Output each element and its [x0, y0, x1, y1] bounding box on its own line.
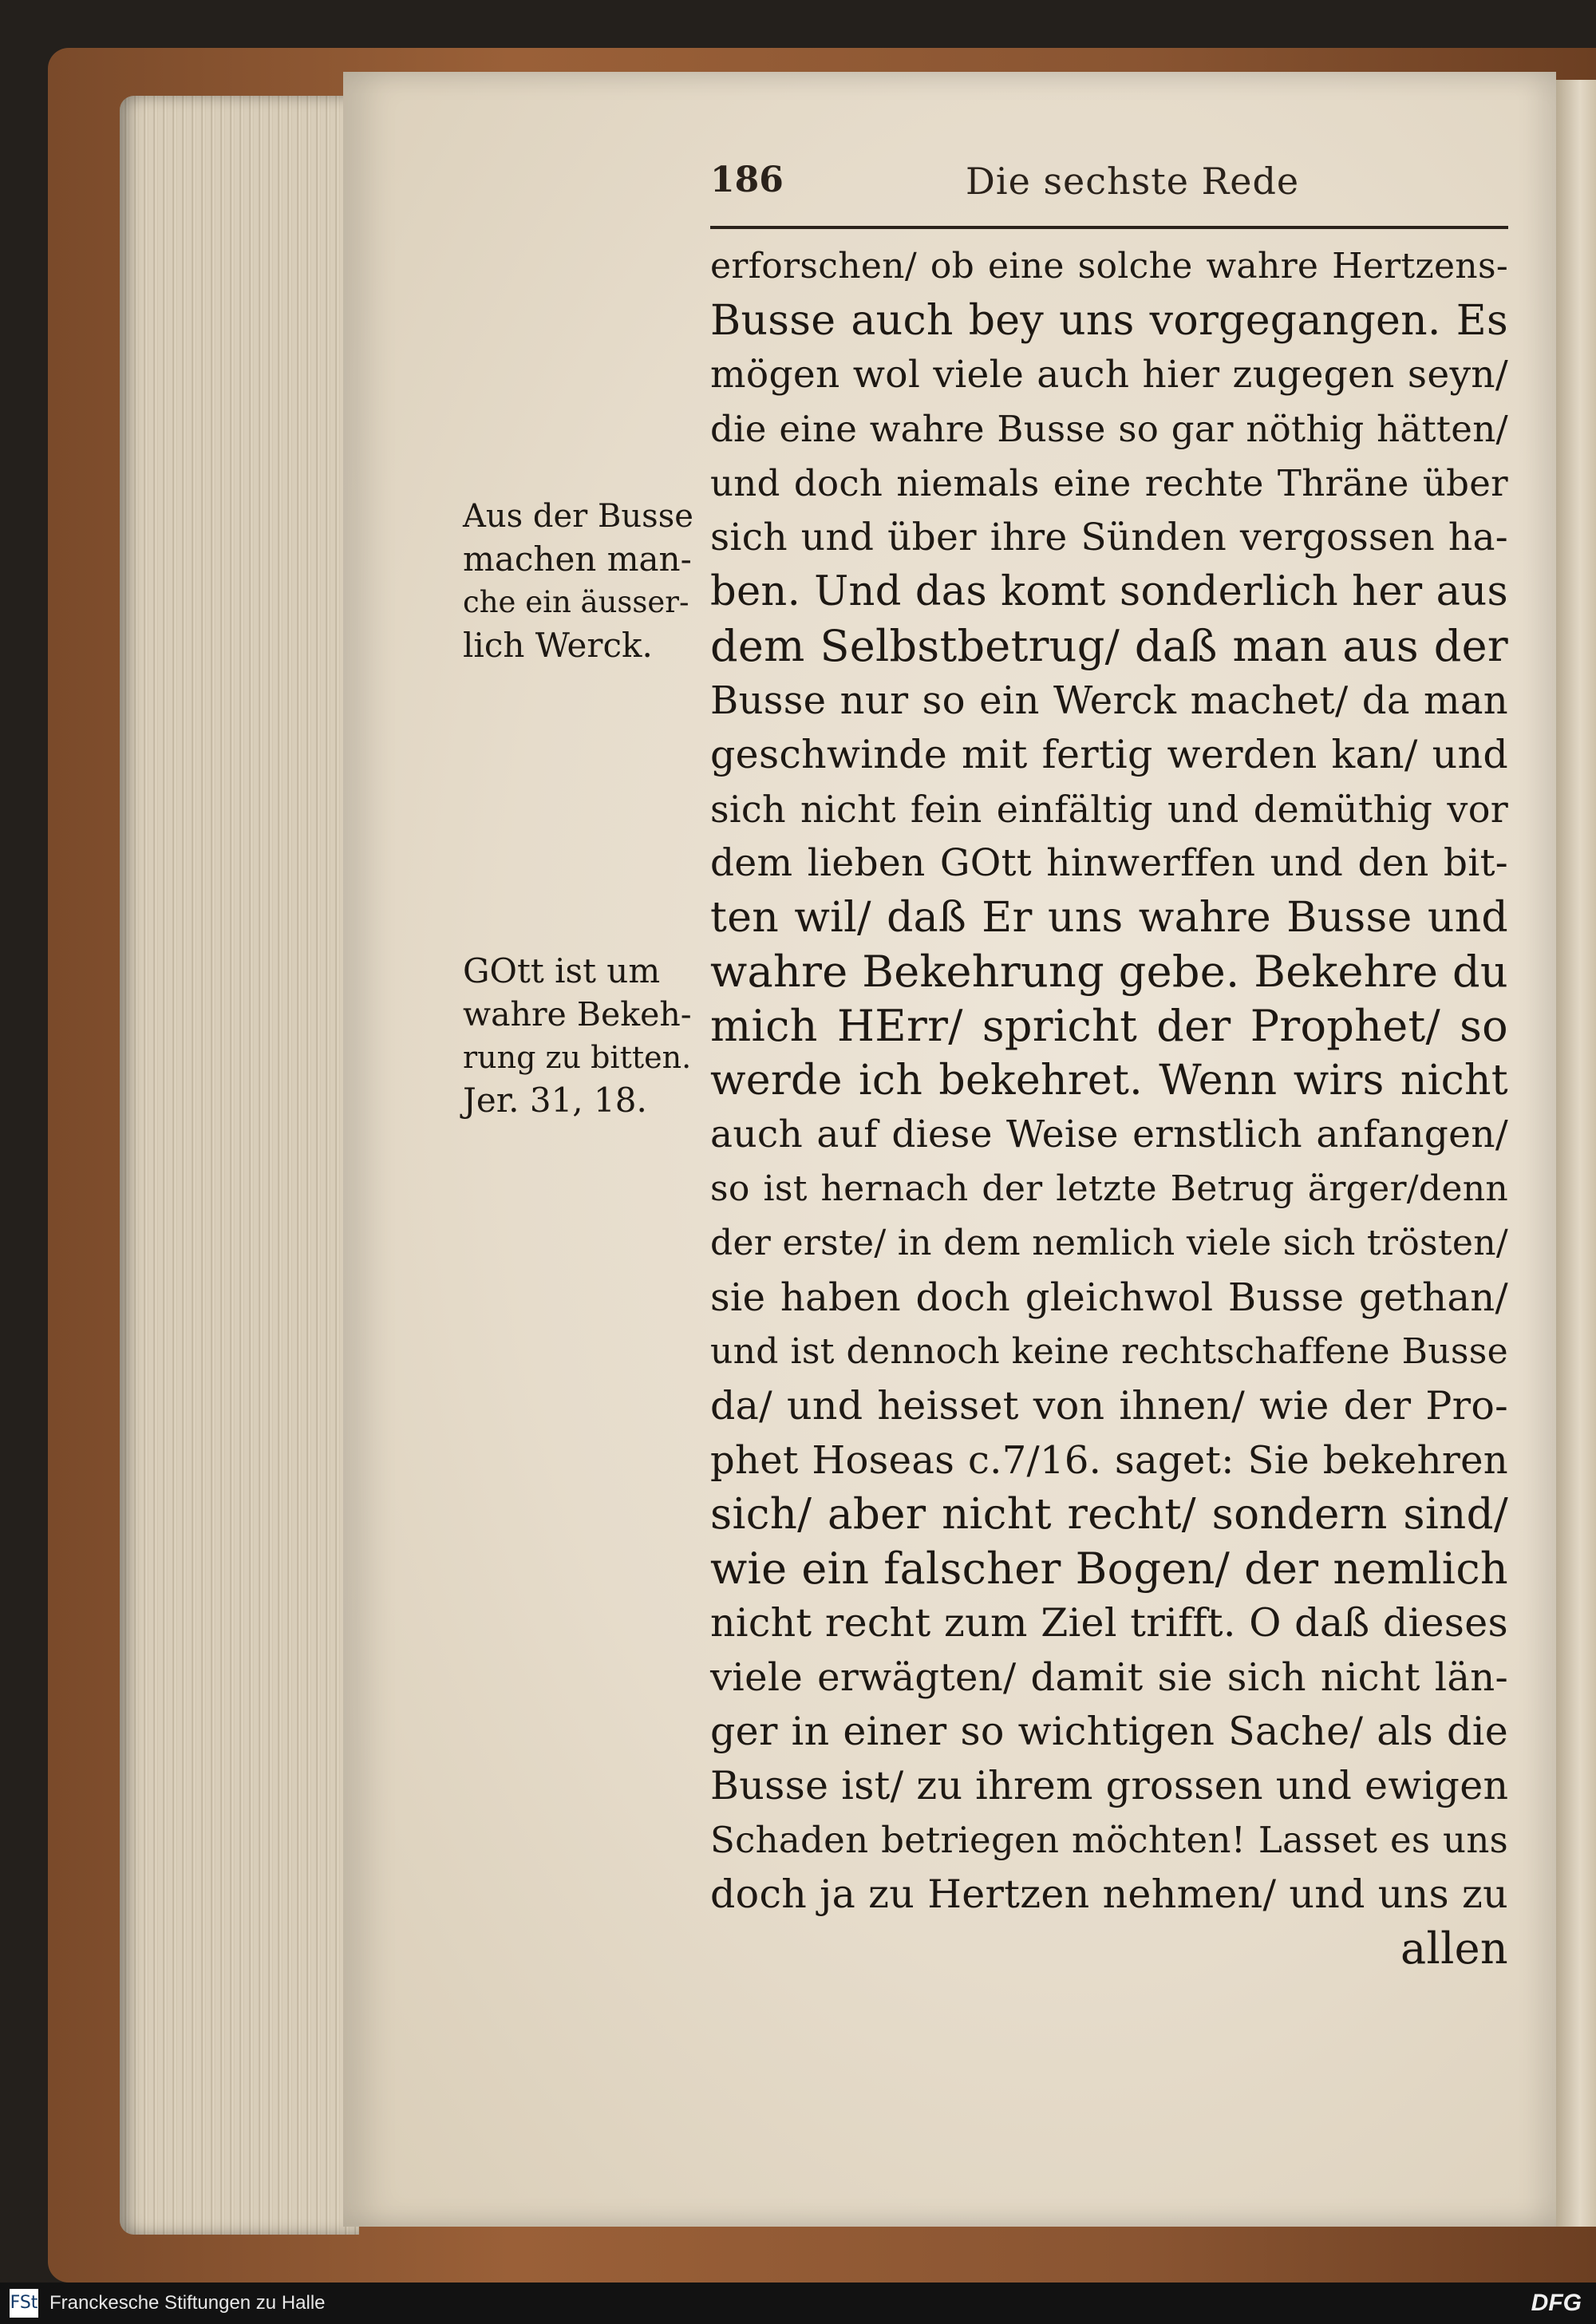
running-title: Die sechste Rede	[966, 160, 1300, 203]
text-line: sie haben doch gleichwol Busse gethan/	[710, 1275, 1508, 1320]
text-line: Busse nur so ein Werck machet/ da man	[710, 678, 1508, 723]
text-line: da/ und heisset von ihnen/ wie der Pro-	[710, 1383, 1508, 1429]
facing-page-edge	[1556, 80, 1596, 2227]
text-line: ger in einer so wichtigen Sache/ als die	[710, 1709, 1508, 1754]
text-line: sich und über ihre Sünden vergossen ha-	[710, 516, 1508, 559]
text-line: geschwinde mit fertig werden kan/ und	[710, 732, 1508, 777]
margin-note-line: che ein äusser-	[463, 585, 689, 619]
text-line: Busse auch bey uns vorgegangen. Es	[710, 297, 1508, 345]
text-line: und ist dennoch keine rechtschaffene Busse	[710, 1331, 1508, 1372]
text-line: mich HErr/ spricht der Prophet/ so	[710, 1001, 1508, 1051]
text-line: doch ja zu Hertzen nehmen/ und uns zu	[710, 1871, 1508, 1917]
text-line: ben. Und das komt sonderlich her aus	[710, 568, 1508, 615]
catchword: allen	[1400, 1923, 1508, 1974]
text-line: dem lieben GOtt hinwerffen und den bit-	[710, 841, 1508, 885]
text-line: erforschen/ ob eine solche wahre Hertzens-	[710, 246, 1508, 287]
margin-note-line: GOtt ist um	[463, 951, 661, 990]
text-line: wahre Bekehrung gebe. Bekehre du	[710, 947, 1508, 997]
running-head	[710, 160, 1516, 215]
text-line: und doch niemals eine rechte Thräne über	[710, 462, 1508, 504]
margin-note	[463, 495, 694, 667]
margin-note-line: Aus der Busse	[463, 498, 693, 535]
text-line: Schaden betriegen möchten! Lasset es uns	[710, 1819, 1508, 1861]
margin-note-line: wahre Bekeh-	[463, 995, 692, 1034]
margin-note-line: machen man-	[463, 540, 692, 579]
page-number: 186	[710, 160, 784, 200]
text-line: wie ein falscher Bogen/ der nemlich	[710, 1543, 1508, 1594]
header-rule	[710, 226, 1508, 229]
text-line: Busse ist/ zu ihrem grossen und ewigen	[710, 1763, 1509, 1808]
institution-name: Franckesche Stiftungen zu Halle	[49, 2292, 326, 2314]
text-line: viele erwägten/ damit sie sich nicht län-	[710, 1655, 1508, 1700]
text-line: mögen wol viele auch hier zugegen seyn/	[710, 353, 1508, 397]
text-line: dem Selbstbetrug/ daß man aus der	[710, 621, 1508, 671]
text-line: sich nicht fein einfältig und demüthig vor	[710, 788, 1508, 831]
margin-note-line: lich Werck.	[463, 626, 653, 665]
text-line: auch auf diese Weise ernstlich anfangen/	[710, 1113, 1508, 1156]
text-line: so ist hernach der letzte Betrug ärger/denn	[710, 1168, 1508, 1209]
text-line: die eine wahre Busse so gar nöthig hätten/	[710, 408, 1508, 450]
institution-logo-icon: FSt	[10, 2289, 38, 2318]
body-text	[710, 239, 1508, 1976]
text-line: nicht recht zum Ziel trifft. O daß dieses	[710, 1600, 1508, 1646]
text-line: sich/ aber nicht recht/ sondern sind/	[710, 1490, 1508, 1539]
margin-note	[463, 950, 694, 1122]
dfg-logo: DFG	[1531, 2290, 1582, 2316]
text-line: phet Hoseas c.7/16. saget: Sie bekehren	[710, 1438, 1508, 1483]
text-line: werde ich bekehret. Wenn wirs nicht	[710, 1057, 1508, 1105]
margin-note-line: Jer. 31, 18.	[463, 1081, 647, 1120]
text-line: ten wil/ daß Er uns wahre Busse und	[710, 894, 1508, 942]
text-line: der erste/ in dem nemlich viele sich trösten/	[710, 1223, 1508, 1263]
viewer-footer	[0, 2282, 1596, 2324]
margin-note-line: rung zu bitten.	[463, 1040, 692, 1075]
page-edges	[120, 96, 359, 2235]
